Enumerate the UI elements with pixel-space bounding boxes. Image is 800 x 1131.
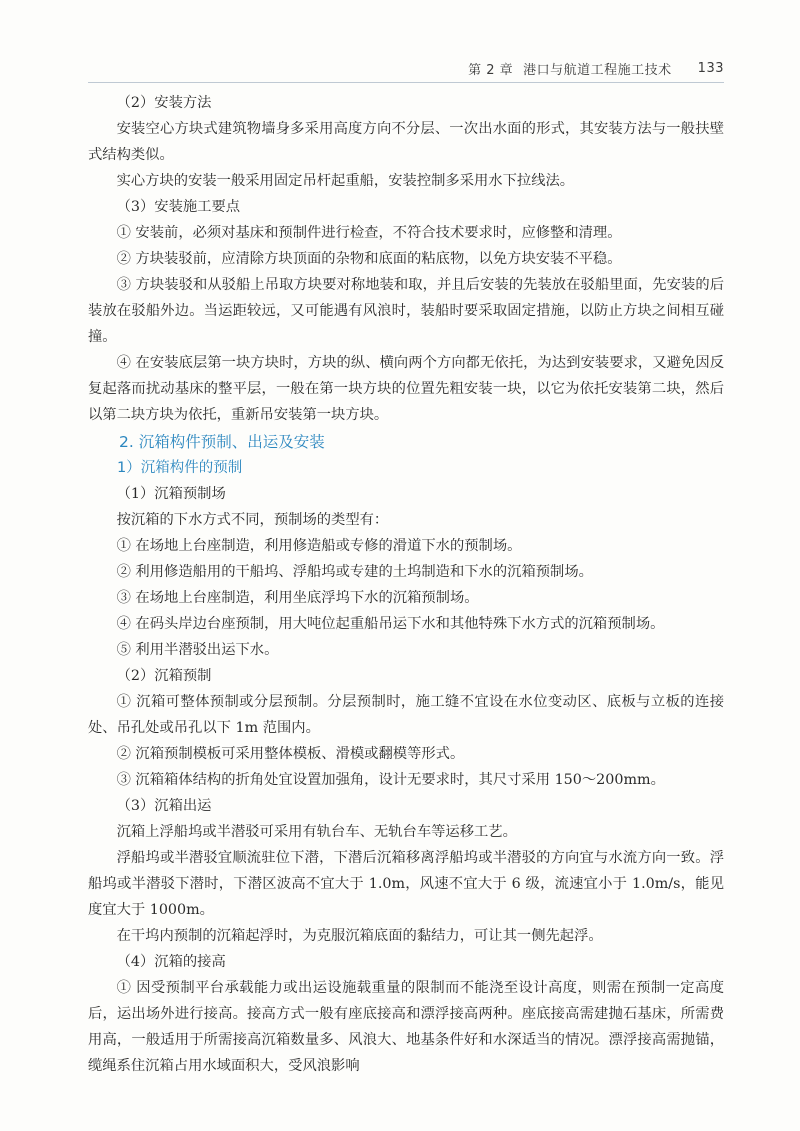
paragraph: （1）沉箱预制场 <box>116 486 226 502</box>
paragraph: ② 方块装驳前，应清除方块顶面的杂物和底面的粘底物，以免方块安装不平稳。 <box>116 251 622 267</box>
paragraph: ② 沉箱预制模板可采用整体模板、滑模或翻模等形式。 <box>116 746 465 762</box>
chapter-title: 港口与航道工程施工技术 <box>523 62 672 78</box>
paragraph: 实心方块的安装一般采用固定吊杆起重船，安装控制多采用水下拉线法。 <box>116 173 575 189</box>
paragraph: ③ 沉箱箱体结构的折角处宜设置加强角，设计无要求时，其尺寸采用 150～200mm。 <box>116 772 665 788</box>
section-heading: 2. 沉箱构件预制、出运及安装 <box>119 433 325 451</box>
paragraph: 浮船坞或半潜驳宜顺流驻位下潜，下潜后沉箱移离浮船坞或半潜驳的方向宜与水流方向一致。浮船坞或半潜驳下潜时，下潜区波高不宜大于 1.0m，风速不宜大于 6 级，流速宜小于 1.0m/s，能见度宜大于 1000m。 <box>88 850 724 918</box>
paragraph: ④ 在码头岸边台座预制，用大吨位起重船吊运下水和其他特殊下水方式的沉箱预制场。 <box>116 616 665 632</box>
paragraph: ① 安装前，必须对基床和预制件进行检查，不符合技术要求时，应修整和清理。 <box>116 225 622 241</box>
paragraph: ③ 方块装驳和从驳船上吊取方块要对称地装和取，并且后安装的先装放在驳船里面，先安装的后装放在驳船外边。当运距较远，又可能遇有风浪时，装船时要采取固定措施，以防止方块之间相互碰撞。 <box>88 277 724 345</box>
paragraph: ⑤ 利用半潜驳出运下水。 <box>116 642 279 658</box>
paragraph: 安装空心方块式建筑物墙身多采用高度方向不分层、一次出水面的形式，其安装方法与一般扶壁式结构类似。 <box>88 121 724 163</box>
paragraph: ① 在场地上台座制造，利用修造船或专修的滑道下水的预制场。 <box>116 538 522 554</box>
page-number: 133 <box>697 60 724 76</box>
running-header <box>108 56 724 80</box>
page-body <box>88 90 724 1079</box>
paragraph: ④ 在安装底层第一块方块时，方块的纵、横向两个方向都无依托，为达到安装要求，又避免因反复起落而扰动基床的整平层，一般在第一块方块的位置先粗安装一块，以它为依托安装第二块，然后以第二块方块为依托，重新吊安装第一块方块。 <box>88 355 724 423</box>
paragraph: ③ 在场地上台座制造，利用坐底浮坞下水的沉箱预制场。 <box>116 590 479 606</box>
paragraph: （3）沉箱出运 <box>116 798 212 814</box>
paragraph: ① 因受预制平台承载能力或出运设施载重量的限制而不能浇至设计高度，则需在预制一定高度后，运出场外进行接高。接高方式一般有座底接高和漂浮接高两种。座底接高需建抛石基床，所需费用高，一般适用于所需接高沉箱数量多、风浪大、地基条件好和水深适当的情况。漂浮接高需抛锚，缆绳系住沉箱占用水域面积大，受风浪影响 <box>88 980 724 1074</box>
paragraph: 在干坞内预制的沉箱起浮时，为克服沉箱底面的黏结力，可让其一侧先起浮。 <box>116 928 603 944</box>
chapter-label: 第 2 章 <box>468 62 514 78</box>
paragraph: （2）沉箱预制 <box>116 668 212 684</box>
paragraph: ① 沉箱可整体预制或分层预制。分层预制时，施工缝不宜设在水位变动区、底板与立板的连接处、吊孔处或吊孔以下 1m 范围内。 <box>88 694 724 736</box>
subsection-heading: 1）沉箱构件的预制 <box>117 460 243 476</box>
paragraph: 按沉箱的下水方式不同，预制场的类型有： <box>116 512 389 528</box>
paragraph: （4）沉箱的接高 <box>116 954 226 970</box>
paragraph: （3）安装施工要点 <box>116 199 241 215</box>
paragraph: 沉箱上浮船坞或半潜驳可采用有轨台车、无轨台车等运移工艺。 <box>116 824 517 840</box>
header-rule <box>88 82 724 83</box>
paragraph: ② 利用修造船用的干船坞、浮船坞或专建的土坞制造和下水的沉箱预制场。 <box>116 564 593 580</box>
paragraph: （2）安装方法 <box>116 95 212 111</box>
